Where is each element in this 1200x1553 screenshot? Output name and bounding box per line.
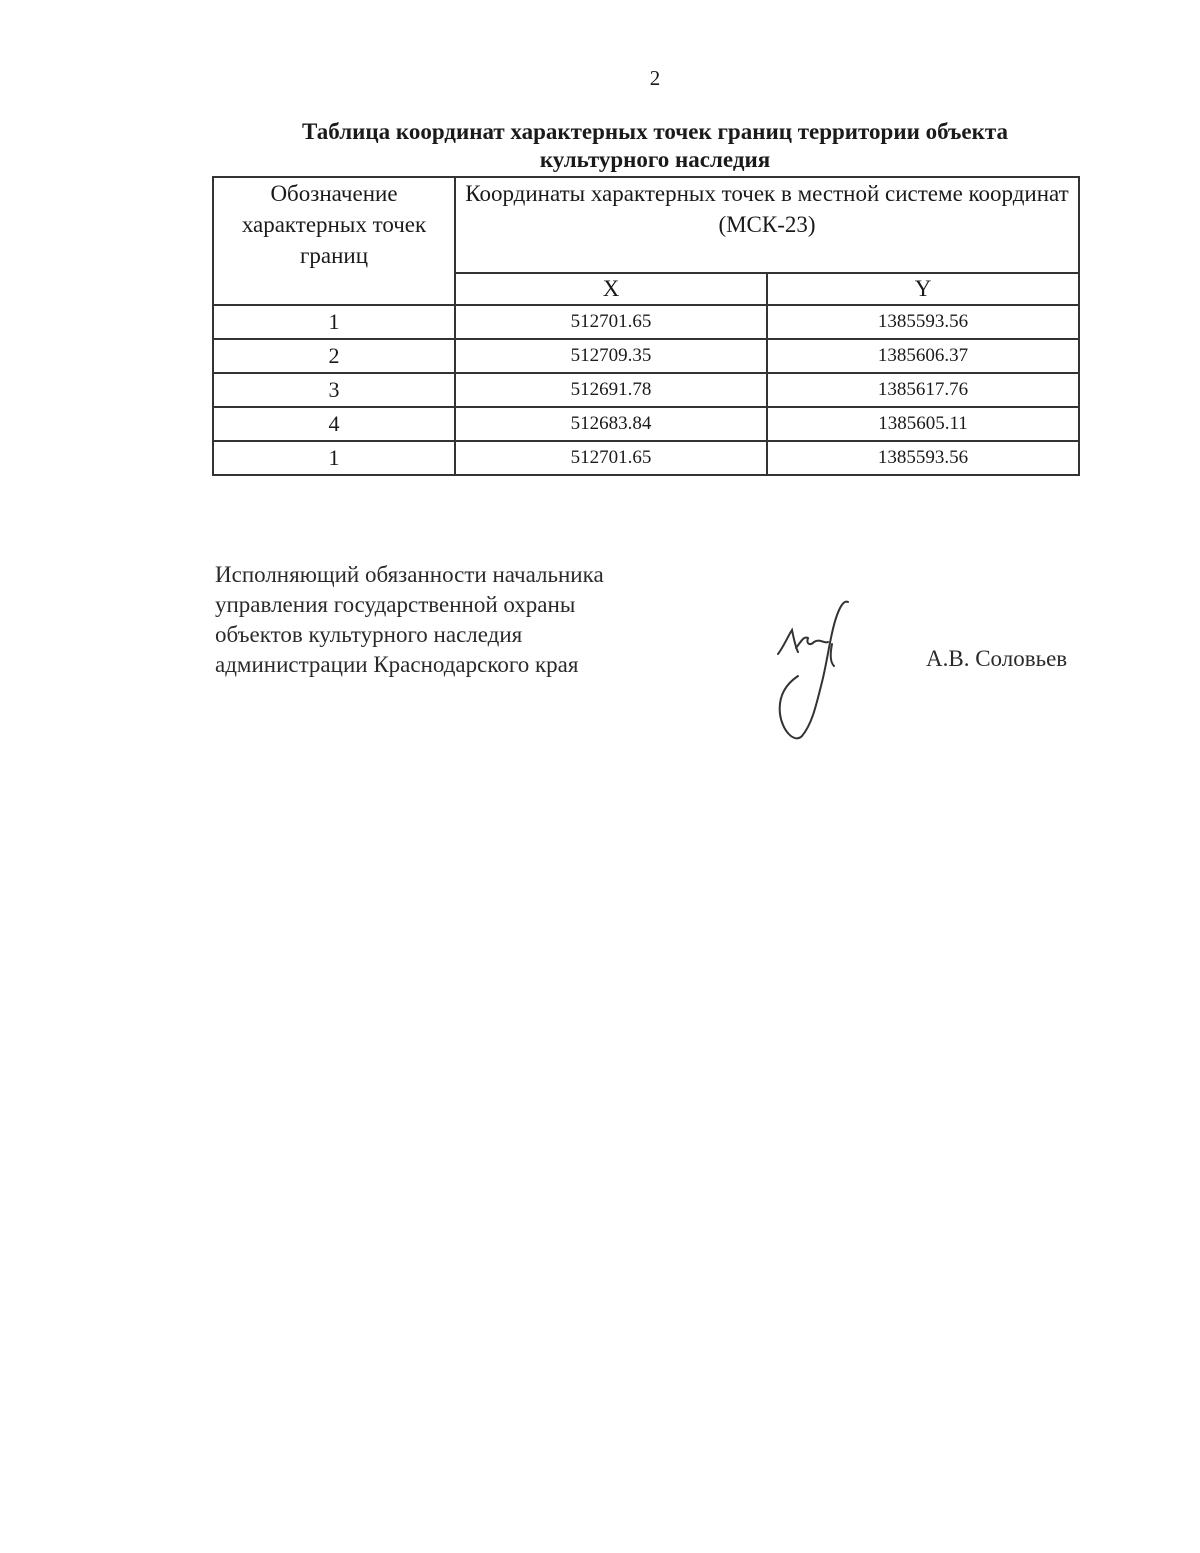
point-cell: 1 bbox=[213, 305, 455, 339]
table-row bbox=[213, 441, 1079, 475]
y-cell: 1385593.56 bbox=[767, 305, 1079, 339]
x-cell: 512701.65 bbox=[455, 441, 767, 475]
y-cell: 1385593.56 bbox=[767, 441, 1079, 475]
table-row bbox=[213, 373, 1079, 407]
header-x: X bbox=[455, 273, 767, 305]
table-row bbox=[213, 305, 1079, 339]
y-cell: 1385605.11 bbox=[767, 407, 1079, 441]
signatory-position bbox=[215, 560, 604, 680]
header-coordinates: Координаты характерных точек в местной системе координат (МСК-23) bbox=[455, 177, 1079, 273]
header-designation: Обозначение характерных точек границ bbox=[213, 177, 455, 305]
x-cell: 512709.35 bbox=[455, 339, 767, 373]
position-line: администрации Краснодарского края bbox=[215, 652, 579, 677]
page-number: 2 bbox=[649, 66, 661, 90]
point-cell: 3 bbox=[213, 373, 455, 407]
table-row bbox=[213, 339, 1079, 373]
table-row bbox=[213, 407, 1079, 441]
y-cell: 1385617.76 bbox=[767, 373, 1079, 407]
x-cell: 512701.65 bbox=[455, 305, 767, 339]
position-line: Исполняющий обязанности начальника bbox=[215, 562, 604, 587]
y-cell: 1385606.37 bbox=[767, 339, 1079, 373]
table-title: Таблица координат характерных точек границ территории объекта культурного наследия bbox=[302, 119, 1008, 172]
signer-name: А.В. Соловьев bbox=[926, 646, 1068, 671]
handwritten-signature bbox=[770, 596, 860, 746]
position-line: объектов культурного наследия bbox=[215, 622, 523, 647]
header-y: Y bbox=[767, 273, 1079, 305]
point-cell: 1 bbox=[213, 441, 455, 475]
x-cell: 512683.84 bbox=[455, 407, 767, 441]
coordinates-table bbox=[212, 176, 1080, 476]
position-line: управления государственной охраны bbox=[215, 592, 576, 617]
point-cell: 2 bbox=[213, 339, 455, 373]
x-cell: 512691.78 bbox=[455, 373, 767, 407]
point-cell: 4 bbox=[213, 407, 455, 441]
